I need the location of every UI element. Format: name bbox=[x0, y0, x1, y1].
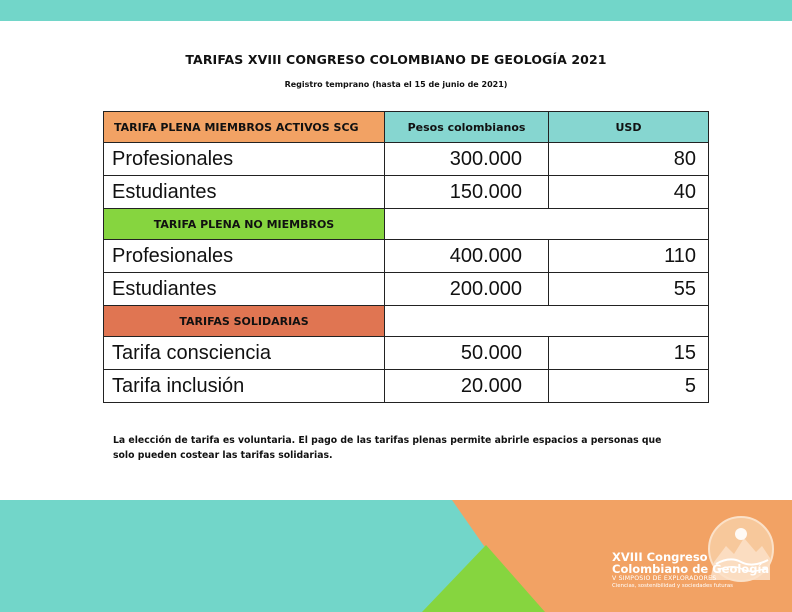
logo-line-2: Colombiano de Geología bbox=[612, 562, 770, 576]
column-header-cop: Pesos colombianos bbox=[385, 112, 549, 143]
section-header-row bbox=[104, 306, 709, 337]
rate-usd: 80 bbox=[549, 143, 709, 176]
section-header-row bbox=[104, 112, 709, 143]
table-row bbox=[104, 240, 709, 273]
rates-table bbox=[103, 111, 709, 403]
rate-label: Estudiantes bbox=[104, 176, 385, 209]
rate-cop: 50.000 bbox=[385, 337, 549, 370]
table-row bbox=[104, 176, 709, 209]
logo-line-4: Ciencias, sostenibilidad y sociedades futuras bbox=[612, 583, 733, 589]
rate-usd: 5 bbox=[549, 370, 709, 403]
column-header-usd: USD bbox=[549, 112, 709, 143]
empty-header-cell bbox=[385, 209, 709, 240]
footnote-line-1: La elección de tarifa es voluntaria. El pago de las tarifas plenas permite abrirle espacios a personas que bbox=[113, 435, 662, 446]
top-decorative-band bbox=[0, 0, 792, 21]
logo-line-3: V SIMPOSIO DE EXPLORADORES bbox=[612, 575, 717, 582]
rate-usd: 55 bbox=[549, 273, 709, 306]
section-heading-members: TARIFA PLENA MIEMBROS ACTIVOS SCG bbox=[104, 112, 385, 143]
rate-cop: 400.000 bbox=[385, 240, 549, 273]
section-heading-solidarity: TARIFAS SOLIDARIAS bbox=[104, 306, 385, 337]
page-title: TARIFAS XVIII CONGRESO COLOMBIANO DE GEOLOGÍA 2021 bbox=[185, 52, 607, 67]
table-row bbox=[104, 370, 709, 403]
empty-header-cell bbox=[385, 306, 709, 337]
table-row bbox=[104, 143, 709, 176]
rate-usd: 15 bbox=[549, 337, 709, 370]
rate-usd: 110 bbox=[549, 240, 709, 273]
footnote bbox=[113, 433, 713, 463]
table-row bbox=[104, 337, 709, 370]
congress-logo-text bbox=[612, 551, 769, 590]
rate-label: Profesionales bbox=[104, 240, 385, 273]
rate-cop: 20.000 bbox=[385, 370, 549, 403]
rate-cop: 200.000 bbox=[385, 273, 549, 306]
rate-cop: 300.000 bbox=[385, 143, 549, 176]
rate-label: Estudiantes bbox=[104, 273, 385, 306]
rate-label: Tarifa inclusión bbox=[104, 370, 385, 403]
rate-usd: 40 bbox=[549, 176, 709, 209]
rate-cop: 150.000 bbox=[385, 176, 549, 209]
rate-label: Profesionales bbox=[104, 143, 385, 176]
page-subtitle: Registro temprano (hasta el 15 de junio de 2021) bbox=[284, 80, 508, 89]
rate-label: Tarifa consciencia bbox=[104, 337, 385, 370]
section-heading-non-members: TARIFA PLENA NO MIEMBROS bbox=[104, 209, 385, 240]
footnote-line-2: solo pueden costear las tarifas solidarias. bbox=[113, 450, 333, 461]
logo-line-1: XVIII Congreso bbox=[612, 550, 708, 564]
table-row bbox=[104, 273, 709, 306]
section-header-row bbox=[104, 209, 709, 240]
